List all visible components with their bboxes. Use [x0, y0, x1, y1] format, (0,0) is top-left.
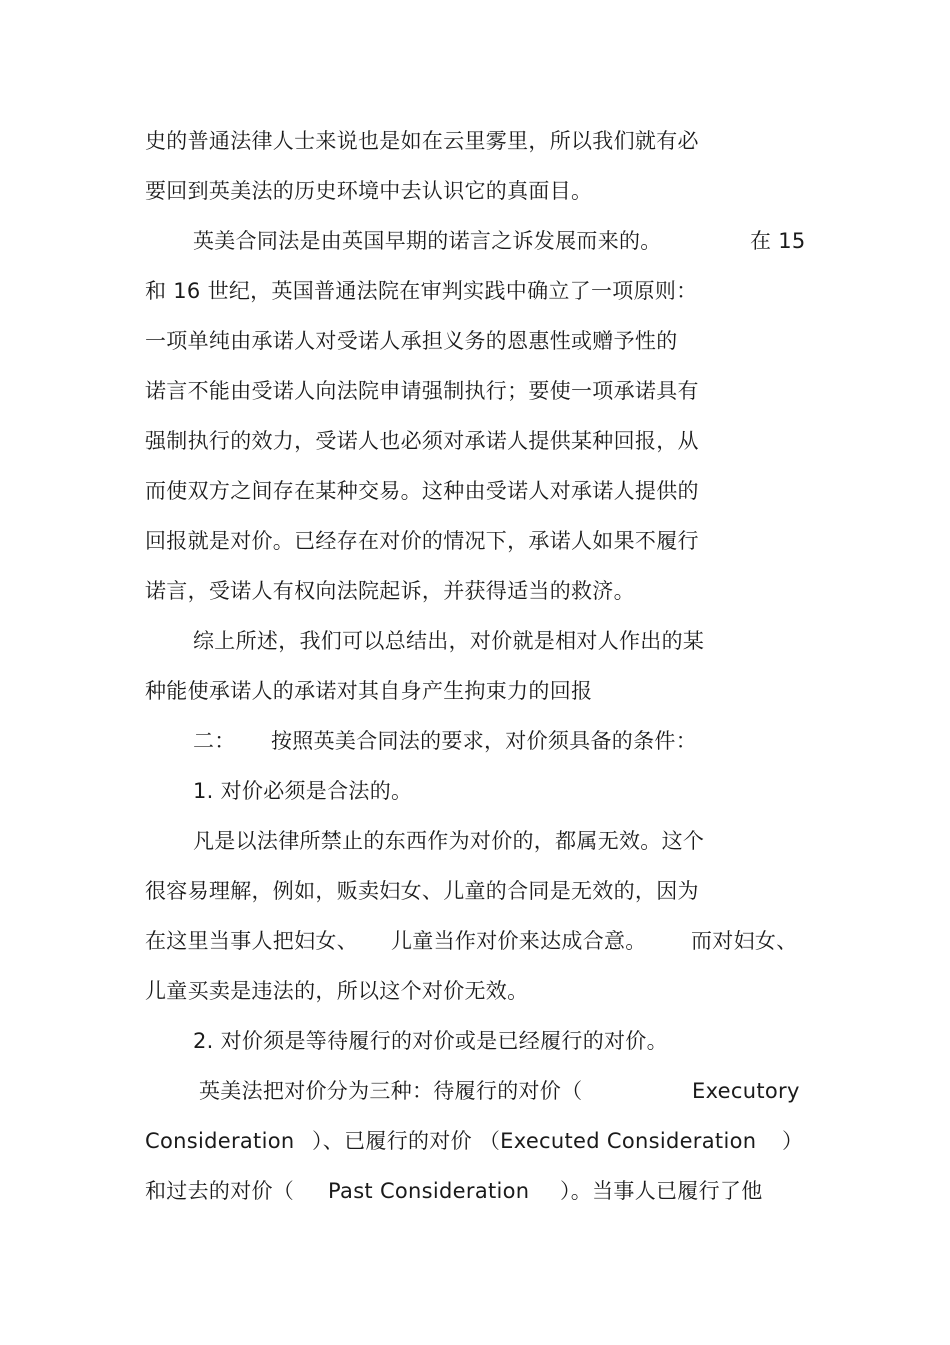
text-line-17a: 在这里当事人把妇女、 [145, 929, 358, 953]
text-line-9: 回报就是对价。已经存在对价的情况下，承诺人如果不履行 [145, 529, 699, 553]
text-line-8: 而使双方之间存在某种交易。这种由受诺人对承诺人提供的 [145, 479, 699, 503]
text-line-3: 英美合同法是由英国早期的诺言之诉发展而来的。 [193, 229, 662, 253]
text-line-3-end: 在 15 [750, 229, 806, 253]
text-line-10: 诺言，受诺人有权向法院起诉，并获得适当的救济。 [145, 579, 635, 603]
text-line-21c: ） [782, 1129, 804, 1153]
section-number: 二： [193, 729, 236, 753]
text-line-22c: ）。当事人已履行了他 [560, 1179, 763, 1203]
text-line-21a: Consideration [145, 1129, 295, 1153]
text-line-5: 一项单纯由承诺人对受诺人承担义务的恩惠性或赠予性的 [145, 329, 678, 353]
section-heading: 按照英美合同法的要求，对价须具备的条件： [271, 729, 697, 753]
text-line-20b: Executory [692, 1079, 800, 1103]
text-line-18: 儿童买卖是违法的，所以这个对价无效。 [145, 979, 529, 1003]
text-line-6: 诺言不能由受诺人向法院申请强制执行；要使一项承诺具有 [145, 379, 699, 403]
text-line-15: 凡是以法律所禁止的东西作为对价的，都属无效。这个 [193, 829, 705, 853]
text-line-21b: ）、已履行的对价 （Executed Consideration [312, 1129, 757, 1153]
text-line-16: 很容易理解，例如，贩卖妇女、儿童的合同是无效的，因为 [145, 879, 699, 903]
text-line-2: 要回到英美法的历史环境中去认识它的真面目。 [145, 179, 593, 203]
text-line-20a: 英美法把对价分为三种：待履行的对价（ [199, 1079, 583, 1103]
text-line-17b: 儿童当作对价来达成合意。 [391, 929, 647, 953]
text-line-12: 种能使承诺人的承诺对其自身产生拘束力的回报 [145, 679, 593, 703]
text-line-1: 史的普通法律人士来说也是如在云里雾里，所以我们就有必 [145, 129, 699, 153]
text-line-4: 和 16 世纪，英国普通法院在审判实践中确立了一项原则： [145, 279, 698, 303]
text-line-22b: Past Consideration [328, 1179, 530, 1203]
text-line-17c: 而对妇女、 [691, 929, 798, 953]
text-line-22a: 和过去的对价（ [145, 1179, 295, 1203]
text-line-7: 强制执行的效力，受诺人也必须对承诺人提供某种回报，从 [145, 429, 699, 453]
item-2-heading: 2. 对价须是等待履行的对价或是已经履行的对价。 [193, 1029, 668, 1053]
item-1-heading: 1. 对价必须是合法的。 [193, 779, 413, 803]
text-line-11: 综上所述，我们可以总结出，对价就是相对人作出的某 [193, 629, 705, 653]
